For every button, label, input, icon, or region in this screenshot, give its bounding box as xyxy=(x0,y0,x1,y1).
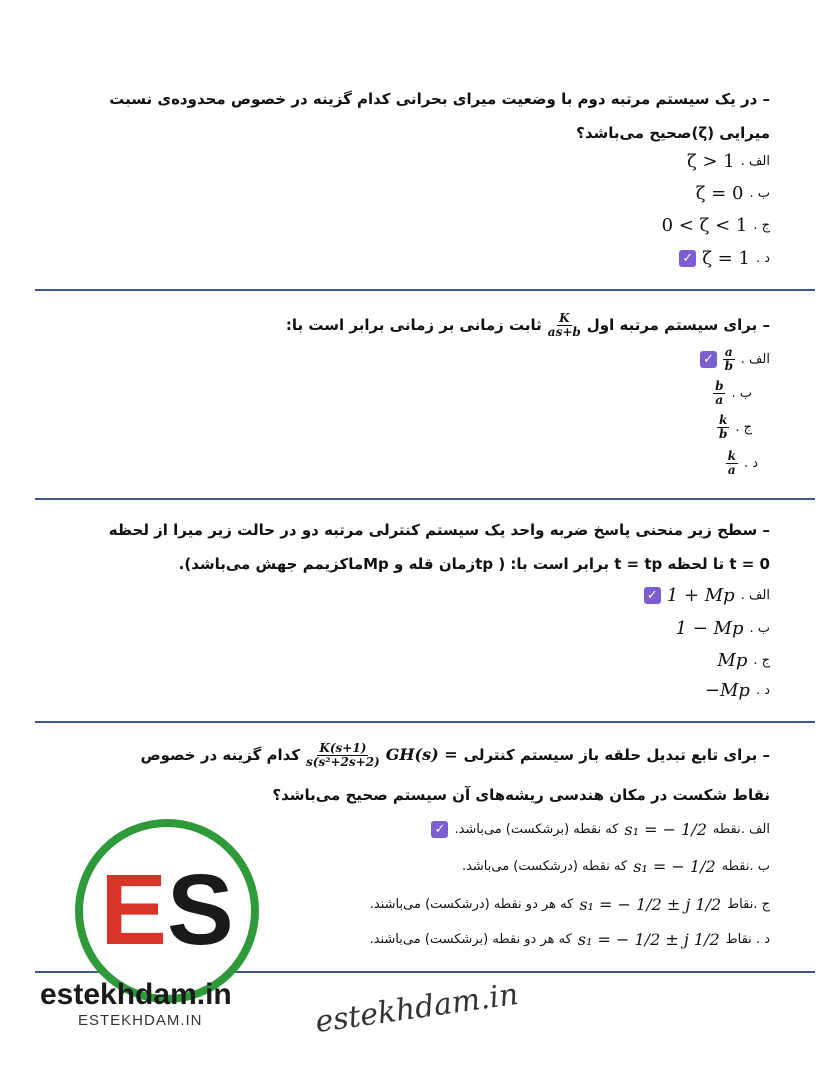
option-math: s₁ = − 1/2 xyxy=(633,857,716,876)
option-label: ب . xyxy=(749,621,770,636)
question-4-gh: GH(s) = xyxy=(385,745,458,764)
question-1-line1: – در یک سیستم مرتبه دوم با وضعیت میرای بحرانی کدام گزینه در خصوص محدوده‌ی نسبت xyxy=(109,90,770,108)
question-3-line1: – سطح زیر منحنی پاسخ ضربه واحد یک سیستم کنترلی مرتبه دو در حالت زیر میرا از لحظه xyxy=(108,521,770,539)
fraction-denominator: s(s²+2s+2) xyxy=(306,754,380,769)
question-2-fraction xyxy=(548,312,581,339)
divider xyxy=(35,721,815,723)
q2-option-c[interactable] xyxy=(717,414,752,441)
signature-watermark: estekhdam.in xyxy=(313,976,521,1040)
option-tail: که هر دو نقطه (برشکست) می‌باشند. xyxy=(369,932,572,947)
option-math: s₁ = − 1/2 xyxy=(624,820,707,839)
q2-option-a[interactable] xyxy=(700,346,770,373)
question-2-pre: – برای سیستم مرتبه اول xyxy=(586,316,770,334)
fraction-denominator: a xyxy=(727,463,736,477)
option-math: 1 + Mp xyxy=(666,585,735,606)
option-label: د . xyxy=(743,456,758,471)
fraction-denominator: as+b xyxy=(547,324,581,339)
option-math: −Mp xyxy=(704,680,750,701)
option-math: s₁ = − 1/2 ± j 1/2 xyxy=(579,895,722,914)
option-math: 0 < ζ < 1 xyxy=(661,215,748,236)
q4-option-c[interactable] xyxy=(370,895,770,914)
question-1-line2: میرایی (ζ)صحیح می‌باشد؟ xyxy=(576,124,770,142)
option-tail: که نقطه (درشکست) می‌باشد. xyxy=(461,859,628,874)
q3-option-b[interactable] xyxy=(676,618,770,639)
option-label: ب .نقطه xyxy=(721,859,770,874)
option-label: د . xyxy=(755,683,770,698)
q1-option-a[interactable] xyxy=(687,151,770,172)
q4-option-d[interactable] xyxy=(370,930,770,949)
option-label: ج . xyxy=(753,653,770,668)
fraction-numerator: b xyxy=(715,379,724,393)
q3-option-d[interactable] xyxy=(705,680,770,701)
question-1-text xyxy=(80,82,770,150)
option-label: د . xyxy=(755,251,770,266)
question-2-text xyxy=(80,308,770,342)
divider xyxy=(35,289,815,291)
divider xyxy=(35,498,815,500)
question-2-post: ثابت زمانی بر زمانی برابر است با: xyxy=(285,316,542,334)
option-fraction xyxy=(717,414,729,441)
option-math: ζ > 1 xyxy=(686,151,735,172)
option-math: ζ = 0 xyxy=(695,183,744,204)
checkmark-icon: ✓ xyxy=(700,351,717,368)
checkmark-icon: ✓ xyxy=(679,250,696,267)
option-label: ج .نقاط xyxy=(727,897,770,912)
option-fraction xyxy=(723,346,735,373)
option-math: s₁ = − 1/2 ± j 1/2 xyxy=(577,930,720,949)
option-label: الف . xyxy=(740,154,770,169)
fraction-numerator: k xyxy=(719,413,728,427)
option-label: ب . xyxy=(731,386,752,401)
question-4-pre: – برای تابع تبدیل حلقه باز سیستم کنترلی xyxy=(463,746,770,764)
q1-option-d[interactable] xyxy=(679,248,770,269)
q1-option-c[interactable] xyxy=(662,215,770,236)
option-math: ζ = 1 xyxy=(702,248,750,269)
q1-option-b[interactable] xyxy=(696,183,770,204)
fraction-numerator: a xyxy=(724,345,733,359)
option-label: د . نقاط xyxy=(725,932,770,947)
fraction-denominator: b xyxy=(718,427,728,441)
option-label: ج . xyxy=(735,420,752,435)
q4-option-a[interactable] xyxy=(431,820,770,839)
question-4-post: کدام گزینه در خصوص xyxy=(140,746,301,764)
option-label: الف . xyxy=(740,588,770,603)
option-math: 1 − Mp xyxy=(675,618,744,639)
option-tail: که نقطه (برشکست) می‌باشد. xyxy=(454,822,619,837)
fraction-denominator: b xyxy=(724,359,734,373)
logo-site-name-caps: ESTEKHDAM.IN xyxy=(78,1012,203,1029)
q3-option-c[interactable] xyxy=(717,650,770,671)
option-fraction xyxy=(726,450,738,477)
fraction-numerator: K(s+1) xyxy=(319,740,367,755)
question-4-line2: نقاط شکست در مکان هندسی ریشه‌های آن سیستم صحیح می‌باشد؟ xyxy=(272,786,770,804)
fraction-numerator: K xyxy=(559,310,570,325)
checkmark-icon: ✓ xyxy=(431,821,448,838)
q2-option-b[interactable] xyxy=(713,380,752,407)
question-4-fraction xyxy=(306,742,380,769)
logo-letters: ES xyxy=(100,854,234,966)
q2-option-d[interactable] xyxy=(726,450,758,477)
question-4-text xyxy=(80,738,770,772)
question-3-text xyxy=(80,513,770,581)
option-label: ج . xyxy=(753,218,770,233)
fraction-denominator: a xyxy=(715,393,724,407)
option-tail: که هر دو نقطه (درشکست) می‌باشند. xyxy=(369,897,574,912)
q4-option-b[interactable] xyxy=(462,857,770,876)
logo-site-name: estekhdam.in xyxy=(40,978,232,1011)
option-label: الف . xyxy=(740,352,770,367)
fraction-numerator: k xyxy=(727,449,736,463)
option-label: ب . xyxy=(749,186,770,201)
option-label: الف .نقطه xyxy=(712,822,770,837)
option-math: Mp xyxy=(717,650,748,671)
option-fraction xyxy=(713,380,725,407)
q3-option-a[interactable] xyxy=(644,585,770,606)
checkmark-icon: ✓ xyxy=(644,587,661,604)
question-3-line2: t = 0 تا لحظه t = tp برابر است با: ( tpزمان قله و Mpماکزیمم جهش می‌باشد). xyxy=(178,555,770,573)
